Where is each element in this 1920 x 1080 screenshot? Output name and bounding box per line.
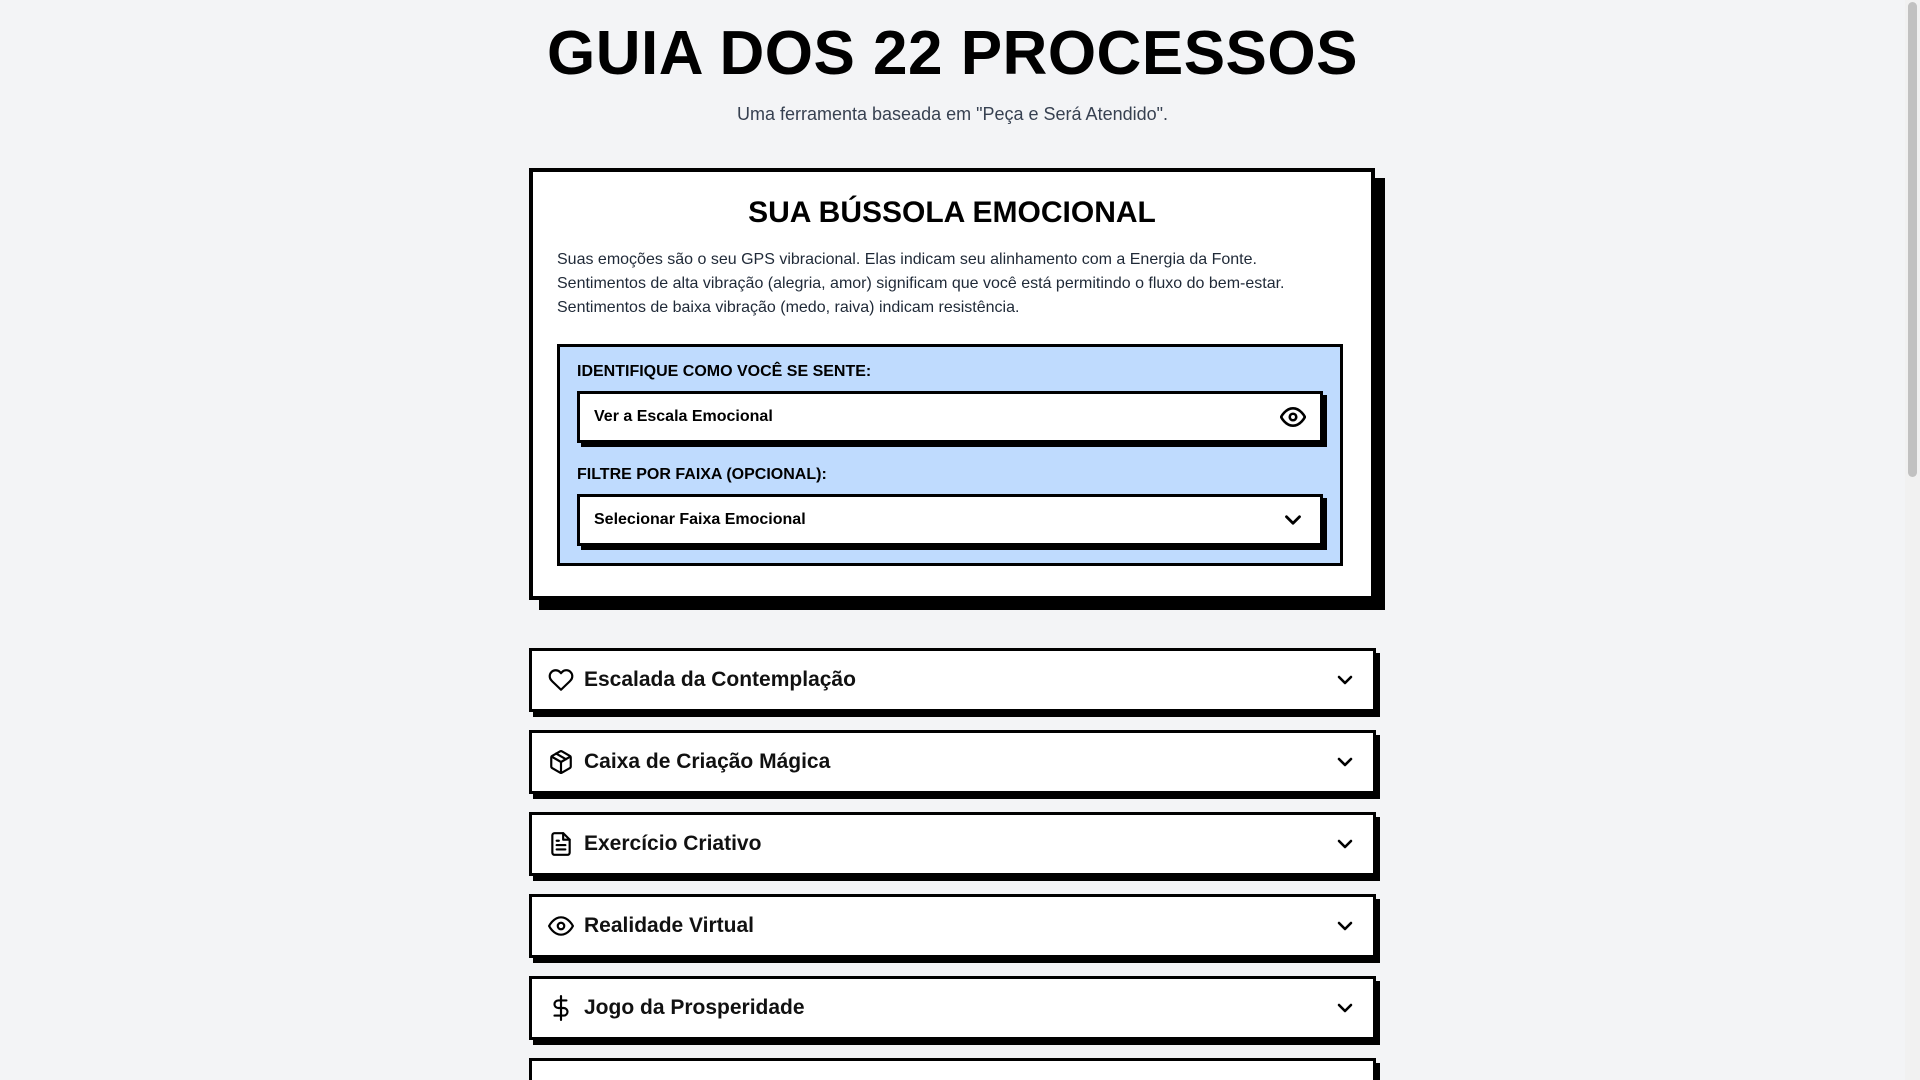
filter-label: FILTRE POR FAIXA (OPCIONAL):	[577, 466, 827, 483]
view-emotional-scale-button[interactable]	[577, 391, 1323, 443]
process-accordion-virtual-reality[interactable]	[529, 894, 1376, 958]
page-header	[0, 0, 1905, 125]
process-accordion-creative-exercise[interactable]	[529, 812, 1376, 876]
scrollbar-thumb[interactable]	[1908, 2, 1917, 477]
compass-description: Suas emoções são o seu GPS vibracional. Elas indicam seu alinhamento com a Energia da Fonte. Sentimentos de alta vibração (alegria, amor) significam que você está permitindo o fluxo do bem-estar. Sentimentos de baixa vibração (medo, raiva) indicam resistência.	[557, 251, 1285, 316]
chevron-down-icon	[1333, 832, 1357, 856]
process-title: Caixa de Criação Mágica	[584, 750, 831, 773]
eye-icon	[1280, 404, 1306, 430]
page-title: GUIA DOS 22 PROCESSOS	[547, 19, 1358, 88]
emotional-range-select-value: Selecionar Faixa Emocional	[594, 511, 806, 528]
process-title: Jogo da Prosperidade	[584, 996, 805, 1019]
process-accordion-contemplation[interactable]	[529, 648, 1376, 712]
chevron-down-icon	[1333, 750, 1357, 774]
dollar-icon	[548, 995, 574, 1021]
identify-label: IDENTIFIQUE COMO VOCÊ SE SENTE:	[577, 363, 872, 380]
process-title: Escalada da Contemplação	[584, 668, 856, 691]
page-subtitle: Uma ferramenta baseada em "Peça e Será Atendido".	[736, 104, 1169, 124]
chevron-down-icon	[1333, 914, 1357, 938]
page-scrollbar[interactable]	[1905, 0, 1920, 1080]
emotional-compass-card	[529, 168, 1375, 600]
view-emotional-scale-label: Ver a Escala Emocional	[594, 408, 773, 425]
chevron-down-icon	[1280, 507, 1306, 533]
document-icon	[548, 831, 574, 857]
box-icon	[548, 749, 574, 775]
process-title: Realidade Virtual	[584, 914, 755, 937]
process-accordion-prosperity-game[interactable]	[529, 976, 1376, 1040]
process-title: Exercício Criativo	[584, 832, 762, 855]
eye-icon	[548, 913, 574, 939]
compass-title: SUA BÚSSOLA EMOCIONAL	[748, 196, 1156, 229]
process-accordion-magic-box[interactable]	[529, 730, 1376, 794]
chevron-down-icon	[1333, 668, 1357, 692]
emotional-range-select[interactable]	[577, 494, 1323, 546]
process-accordion-next[interactable]	[529, 1058, 1376, 1080]
emotion-panel	[557, 344, 1343, 566]
heart-icon	[548, 667, 574, 693]
chevron-down-icon	[1333, 996, 1357, 1020]
